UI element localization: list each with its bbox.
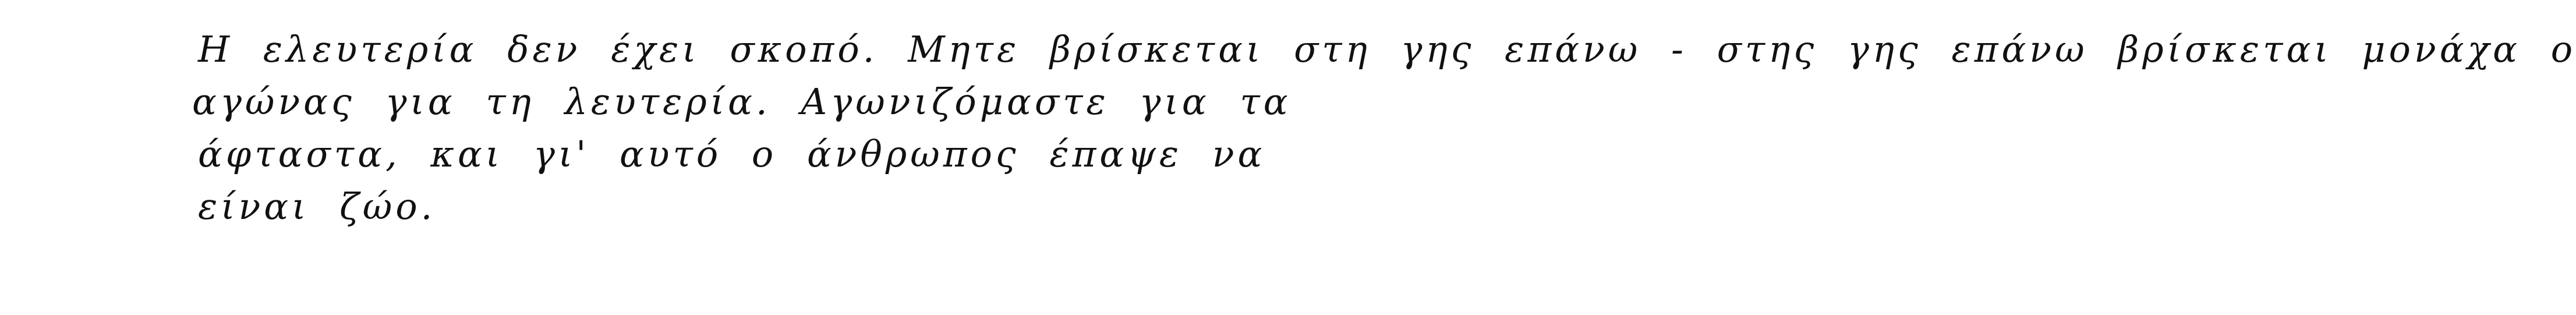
handwritten-text-block [186, 23, 2576, 233]
line-text: αγώνας για τη λευτερία. Αγωνιζόμαστε για τα [192, 80, 1291, 123]
handwritten-line-2 [192, 76, 1432, 128]
line-text: είναι ζώο. [198, 185, 436, 228]
handwritten-line-1 [198, 23, 2576, 76]
handwritten-line-3 [198, 128, 1432, 180]
handwritten-line-4 [198, 180, 1432, 233]
line-text: άφταστα, και γι' αυτό ο άνθρωπος έπαψε να [198, 133, 1266, 175]
line-text: Η ελευτερία δεν έχει σκοπό. Μητε βρίσκεται στη γης επάνω - στης γης επάνω βρίσκεται μονάχα ο [198, 28, 2576, 70]
